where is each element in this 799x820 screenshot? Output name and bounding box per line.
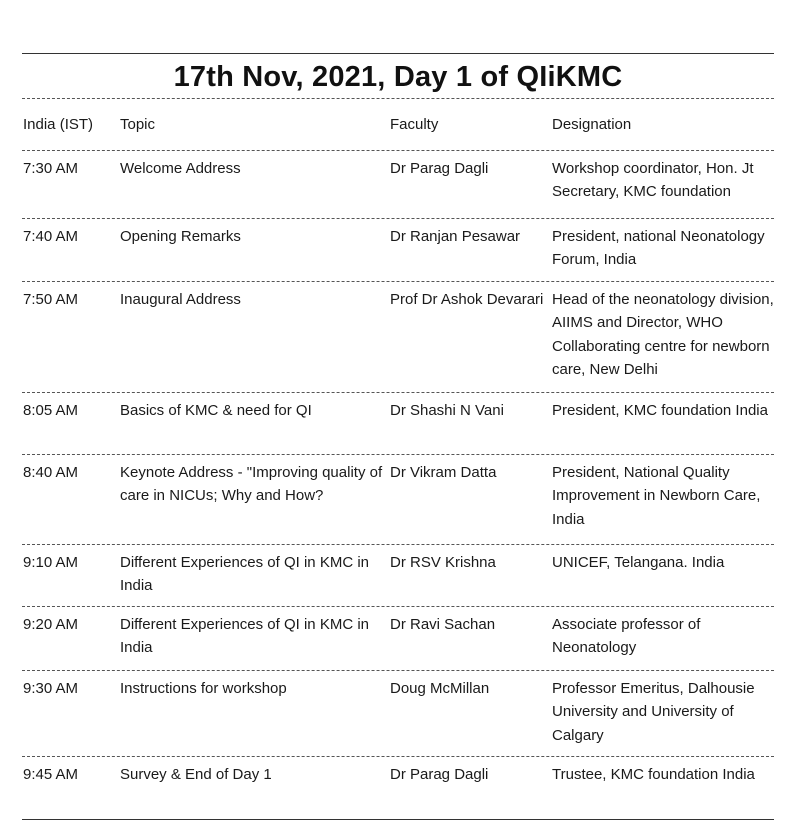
cell-topic: Different Experiences of QI in KMC in India [120,553,369,594]
cell-time: 7:40 AM [23,227,79,245]
cell-designation: Head of the neonatology division, AIIMS and Director, WHO Collaborating centre for newborn care, New Delhi [552,290,774,378]
cell-time: 7:30 AM [23,159,79,177]
cell-time: 9:20 AM [23,615,79,633]
header-designation: Designation [552,116,632,133]
cell-faculty: Doug McMillan [390,679,490,697]
cell-topic: Instructions for workshop [120,679,287,697]
cell-faculty: Dr Parag Dagli [390,765,489,783]
cell-designation: President, National Quality Improvement in Newborn Care, India [552,463,761,528]
cell-faculty: Dr Parag Dagli [390,159,489,177]
table-row [22,393,774,454]
table-row [22,282,774,392]
header-time: India (IST) [23,116,94,133]
cell-topic: Welcome Address [120,159,241,177]
cell-designation: Professor Emeritus, Dalhousie University and University of Calgary [552,679,755,744]
cell-designation: UNICEF, Telangana. India [552,553,725,571]
cell-time: 8:05 AM [23,401,79,419]
cell-topic: Opening Remarks [120,227,241,245]
table-header [22,99,774,150]
schedule-sheet [22,53,774,820]
header-faculty: Faculty [390,116,439,133]
cell-topic: Basics of KMC & need for QI [120,401,312,419]
cell-designation: Trustee, KMC foundation India [552,765,755,783]
cell-designation: President, national Neonatology Forum, India [552,227,765,268]
cell-faculty: Prof Dr Ashok Devarari [390,290,544,308]
table-row [22,545,774,606]
table-row [22,607,774,670]
table-row [22,671,774,756]
cell-faculty: Dr Vikram Datta [390,463,497,481]
page-title: 17th Nov, 2021, Day 1 of QIiKMC [173,61,623,93]
cell-time: 9:10 AM [23,553,79,571]
cell-topic: Keynote Address - "Improving quality of care in NICUs; Why and How? [120,463,383,504]
cell-topic: Survey & End of Day 1 [120,765,272,783]
bottom-rule [22,819,774,820]
cell-designation: Associate professor of Neonatology [552,615,701,656]
cell-faculty: Dr Ranjan Pesawar [390,227,521,245]
table-row [22,455,774,544]
cell-faculty: Dr Shashi N Vani [390,401,504,419]
cell-designation: President, KMC foundation India [552,401,768,419]
cell-topic: Different Experiences of QI in KMC in India [120,615,369,656]
cell-designation: Workshop coordinator, Hon. Jt Secretary, KMC foundation [552,159,754,200]
table-row [22,151,774,218]
header-topic: Topic [120,116,156,133]
cell-faculty: Dr Ravi Sachan [390,615,496,633]
cell-time: 9:45 AM [23,765,79,783]
cell-time: 7:50 AM [23,290,79,308]
cell-faculty: Dr RSV Krishna [390,553,496,571]
table-row [22,757,774,819]
cell-time: 8:40 AM [23,463,79,481]
cell-topic: Inaugural Address [120,290,241,308]
cell-time: 9:30 AM [23,679,79,697]
table-row [22,219,774,281]
